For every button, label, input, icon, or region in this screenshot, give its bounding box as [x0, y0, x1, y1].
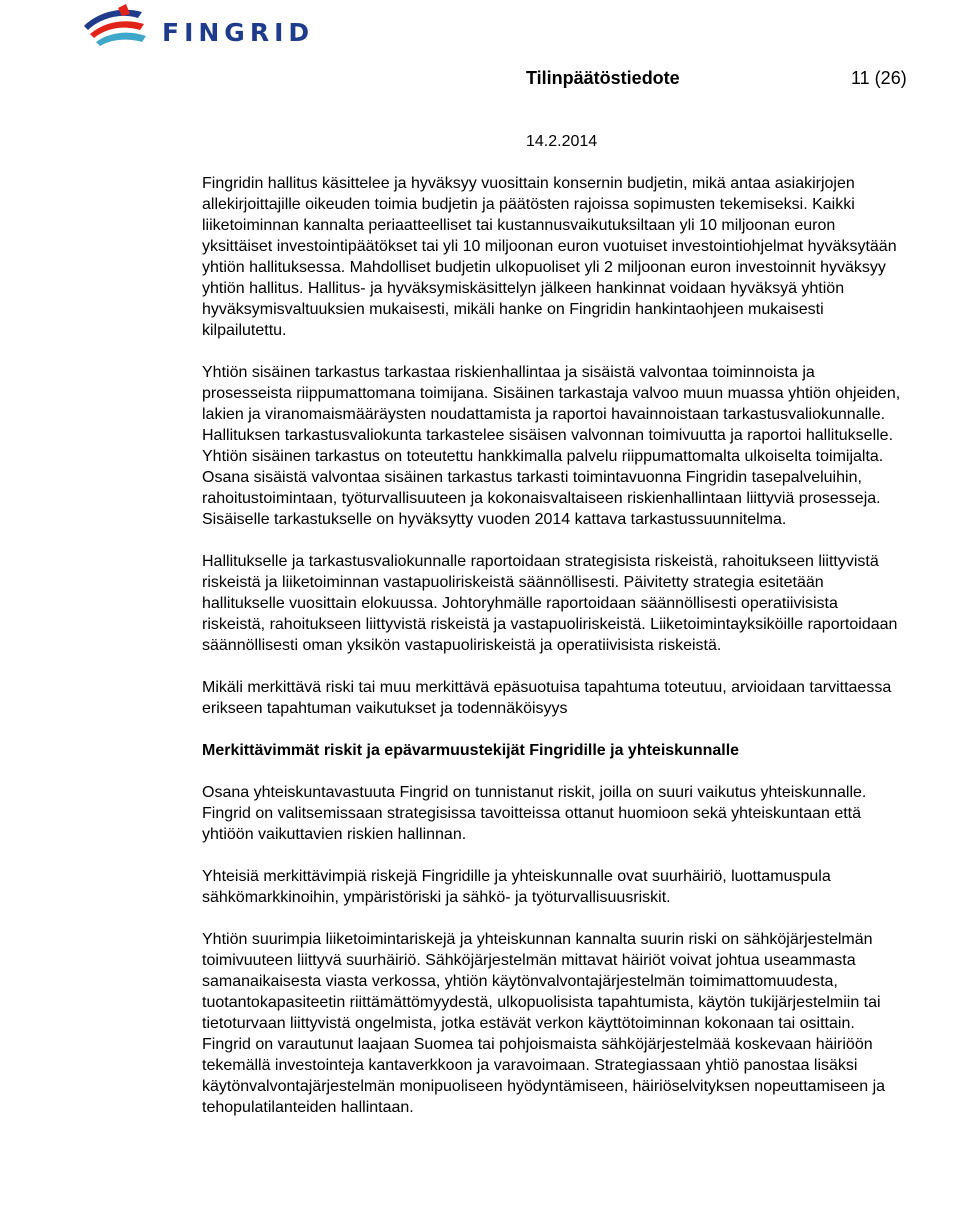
paragraph-internal-audit: Yhtiön sisäinen tarkastus tarkastaa riskienhallintaa ja sisäistä valvontaa toiminnoista ja prosesseista riippumattomana toimijana. Sisäinen tarkastaja valvoo muun muassa yhtiön ohjeiden, lakien ja viranomaismääräysten noudattamista ja raportoi havainnoistaan tarkastusvaliokunnalle. Hallituksen tarkastusvaliokunta tarkastelee sisäisen valvonnan toimivuutta ja raportoi hallitukselle. Yhtiön sisäinen tarkastus on toteutettu hankkimalla palvelu riippumattomalta ulkoiselta toimijalta. Osana sisäistä valvontaa sisäinen tarkastus tarkasti toimintavuonna Fingridin tasepalveluihin, rahoitustoimintaan, työturvallisuuteen ja kokonaisvaltaiseen riskienhallintaan liittyviä prosesseja. Sisäiselle tarkastukselle on hyväksytty vuoden 2014 kattava tarkastussuunnitelma. [202, 364, 901, 528]
document-date: 14.2.2014 [526, 133, 598, 150]
section-heading-risks: Merkittävimmät riskit ja epävarmuustekijät Fingridille ja yhteiskunnalle [202, 742, 740, 759]
fingrid-logo-text: FINGRID [162, 18, 315, 47]
document-title: Tilinpäätöstiedote [526, 68, 680, 88]
paragraph-common-risks: Yhteisiä merkittävimpiä riskejä Fingridille ja yhteiskunnalle ovat suurhäiriö, luottamuspula sähkömarkkinoihin, ympäristöriski ja sähkö- ja työturvallisuusriskit. [202, 868, 831, 906]
fingrid-logo [80, 4, 315, 56]
paragraph-budget: Fingridin hallitus käsittelee ja hyväksyy vuosittain konsernin budjetin, mikä antaa asiakirjojen allekirjoittajille oikeuden toimia budjetin ja päätösten rajoissa sopimusten tekemiseksi. Kaikki liiketoiminnan kannalta periaatteelliset tai kustannusvaikutuksiltaan yli 10 miljoonan euron yksittäiset investointipäätökset tai yli 10 miljoonan euron vuotuiset investointiohjelmat hyväksytään yhtiön hallituksessa. Mahdolliset budjetin ulkopuoliset yli 2 miljoonan euron investoinnit hyväksyy yhtiön hallitus. Hallitus- ja hyväksymiskäsittelyn jälkeen hankinnat voidaan hyväksyä yhtiön hyväksymisvaltuuksien mukaisesti, mikäli hanke on Fingridin hankintaohjeen mukaisesti kilpailutettu. [202, 175, 897, 339]
paragraph-social-responsibility: Osana yhteiskuntavastuuta Fingrid on tunnistanut riskit, joilla on suuri vaikutus yhteiskunnalle. Fingrid on valitsemissaan strategisissa tavoitteissa ottanut huomioon sekä yhteiskuntaan että yhtiöön vaikuttavien riskien hallinnan. [202, 784, 867, 843]
document-body [202, 173, 902, 1139]
paragraph-risk-reporting: Hallitukselle ja tarkastusvaliokunnalle raportoidaan strategisista riskeistä, rahoitukseen liittyvistä riskeistä ja liiketoiminnan vastapuoliriskeistä säännöllisesti. Päivitetty strategia esitetään hallitukselle vuosittain elokuussa. Johtoryhmälle raportoidaan säännöllisesti operatiivisista riskeistä, rahoitukseen liittyvistä riskeistä ja vastapuoliriskeistä. Liiketoimintayksiköille raportoidaan säännöllisesti oman yksikön vastapuoliriskeistä ja operatiivisista riskeistä. [202, 553, 898, 654]
paragraph-major-disturbance: Yhtiön suurimpia liiketoimintariskejä ja yhteiskunnan kannalta suurin riski on sähköjärjestelmän toimivuuteen liittyvä suurhäiriö. Sähköjärjestelmän mittavat häiriöt voivat johtua useammasta samanaikaisesta viasta verkossa, yhtiön käytönvalvontajärjestelmän toimimattomuudesta, tuotantokapasiteetin riittämättömyydestä, ulkopuolisista tapahtumista, käytön tukijärjestelmiin tai tietoturvaan liittyvistä ongelmista, jotka estävät verkon käyttötoiminnan kokonaan tai osittain. Fingrid on varautunut laajaan Suomea tai pohjoismaista sähköjärjestelmää koskevaan häiriöön tekemällä investointeja kantaverkkoon ja varavoimaan. Strategiassaan yhtiö panostaa lisäksi käytönvalvontajärjestelmän monipuoliseen hyödyntämiseen, häiriöselvityksen nopeuttamiseen ja tehopulatilanteiden hallintaan. [202, 931, 886, 1116]
paragraph-risk-event: Mikäli merkittävä riski tai muu merkittävä epäsuotuisa tapahtuma toteutuu, arvioidaan tarvittaessa erikseen tapahtuman vaikutukset ja todennäköisyys [202, 679, 892, 717]
fingrid-logo-icon [80, 4, 160, 56]
page-number: 11 (26) [851, 68, 907, 88]
